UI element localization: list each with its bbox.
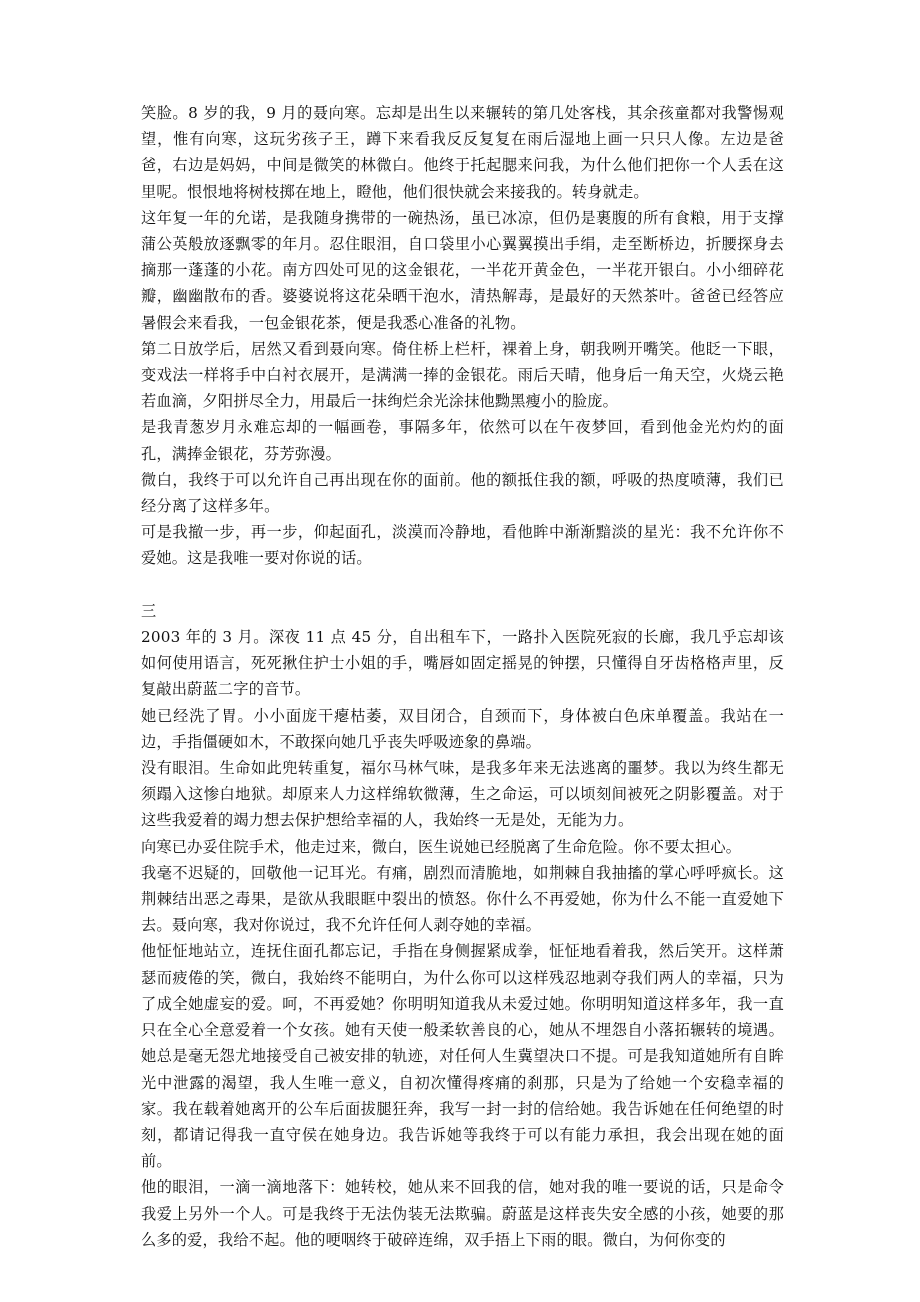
paragraph: 这年复一年的允诺，是我随身携带的一碗热汤，虽已冰凉，但仍是裹腹的所有食粮，用于支撑蒲公英般放逐飘零的年月。忍住眼泪，自口袋里小心翼翼摸出手绢，走至断桥边，折腰探身去摘那一蓬蓬的小花。南方四处可见的这金银花，一半花开黄金色，一半花开银白。小小细碎花瓣，幽幽散布的香。婆婆说将这花朵晒干泡水，清热解毒，是最好的天然茶叶。爸爸已经答应暑假会来看我，一包金银花茶，便是我悉心准备的礼物。 — [141, 208, 784, 332]
paragraph: 他怔怔地站立，连抚住面孔都忘记，手指在身侧握紧成拳，怔怔地看着我，然后笑开。这样萧瑟而疲倦的笑，微白，我始终不能明白，为什么你可以这样残忍地剥夺我们两人的幸福，只为了成全她虚妄的爱。呵，不再爱她？你明明知道我从未爱过她。你明明知道这样多年，我一直只在全心全意爱着一个女孩。她有天使一般柔软善良的心，她从不埋怨自小落拓辗转的境遇。她总是毫无怨尤地接受自己被安排的轨迹，对任何人生冀望决口不提。可是我知道她所有自眸光中泄露的渴望，我人生唯一意义，自初次懂得疼痛的刹那，只是为了给她一个安稳幸福的家。我在载着她离开的公车后面拔腿狂奔，我写一封一封的信给她。我告诉她在任何绝望的时刻，都请记得我一直守侯在她身边。我告诉她等我终于可以有能力承担，我会出现在她的面前。 — [141, 942, 784, 1171]
paragraph: 她已经洗了胃。小小面庞干瘪枯萎，双目闭合，自颈而下，身体被白色床单覆盖。我站在一边，手指僵硬如木，不敢探向她几乎丧失呼吸迹象的鼻端。 — [141, 706, 784, 751]
paragraph: 笑脸。8 岁的我，9 月的聂向寒。忘却是出生以来辗转的第几处客栈，其余孩童都对我警惕观望，惟有向寒，这玩劣孩子王，蹲下来看我反反复复在雨后湿地上画一只只人像。左边是爸爸，右边是妈妈，中间是微笑的林微白。他终于托起腮来问我，为什么他们把你一个人丢在这里呢。恨恨地将树枝掷在地上，瞪他，他们很快就会来接我的。转身就走。 — [141, 104, 784, 201]
paragraph: 第二日放学后，居然又看到聂向寒。倚住桥上栏杆，裸着上身，朝我咧开嘴笑。他眨一下眼，变戏法一样将手中白衬衣展开，是满满一捧的金银花。雨后天晴，他身后一角天空，火烧云艳若血滴，夕阳拼尽全力，用最后一抹绚烂余光涂抹他黝黑瘦小的脸庞。 — [141, 339, 784, 411]
blank-line — [141, 572, 784, 598]
paragraph: 他的眼泪，一滴一滴地落下：她转校，她从来不回我的信，她对我的唯一要说的话，只是命令我爱上另外一个人。可是我终于无法伪装无法欺骗。蔚蓝是这样丧失安全感的小孩，她要的那么多的爱，我给不起。他的哽咽终于破碎连绵，双手捂上下雨的眼。微白，为何你变的 — [141, 1178, 784, 1249]
paragraph: 没有眼泪。生命如此兜转重复，福尔马林气味，是我多年来无法逃离的噩梦。我以为终生都无须蹋入这惨白地狱。却原来人力这样绵软微薄，生之命运，可以顷刻间被死之阴影覆盖。对于这些我爱着的竭力想去保护想给幸福的人，我始终一无是处，无能为力。 — [141, 759, 784, 830]
document-page — [141, 100, 784, 1253]
paragraph: 可是我撤一步，再一步，仰起面孔，淡漠而冷静地，看他眸中渐渐黯淡的星光：我不允许你不爱她。这是我唯一要对你说的话。 — [141, 523, 784, 568]
section-heading: 三 — [141, 601, 157, 620]
paragraph: 微白，我终于可以允许自己再出现在你的面前。他的额抵住我的额，呼吸的热度喷薄，我们已经分离了这样多年。 — [141, 470, 784, 516]
paragraph: 向寒已办妥住院手术，他走过来，微白，医生说她已经脱离了生命危险。你不要太担心。 — [141, 837, 742, 856]
paragraph: 是我青葱岁月永难忘却的一幅画卷，事隔多年，依然可以在午夜梦回，看到他金光灼灼的面孔，满捧金银花，芬芳弥漫。 — [141, 418, 784, 463]
paragraph: 2003 年的 3 月。深夜 11 点 45 分，自出租车下，一路扑入医院死寂的长廊，我几乎忘却该如何使用语言，死死揪住护士小姐的手，嘴唇如固定摇晃的钟摆，只懂得自牙齿格格声里，反复敲出蔚蓝二字的音节。 — [141, 628, 784, 699]
paragraph: 我毫不迟疑的，回敬他一记耳光。有痛，剧烈而清脆地，如荆棘自我抽搐的掌心呼呼疯长。这荆棘结出恶之毒果，是欲从我眼眶中裂出的愤怒。你什么不再爱她，你为什么不能一直爱她下去。聂向寒，我对你说过，我不允许任何人剥夺她的幸福。 — [141, 863, 784, 935]
